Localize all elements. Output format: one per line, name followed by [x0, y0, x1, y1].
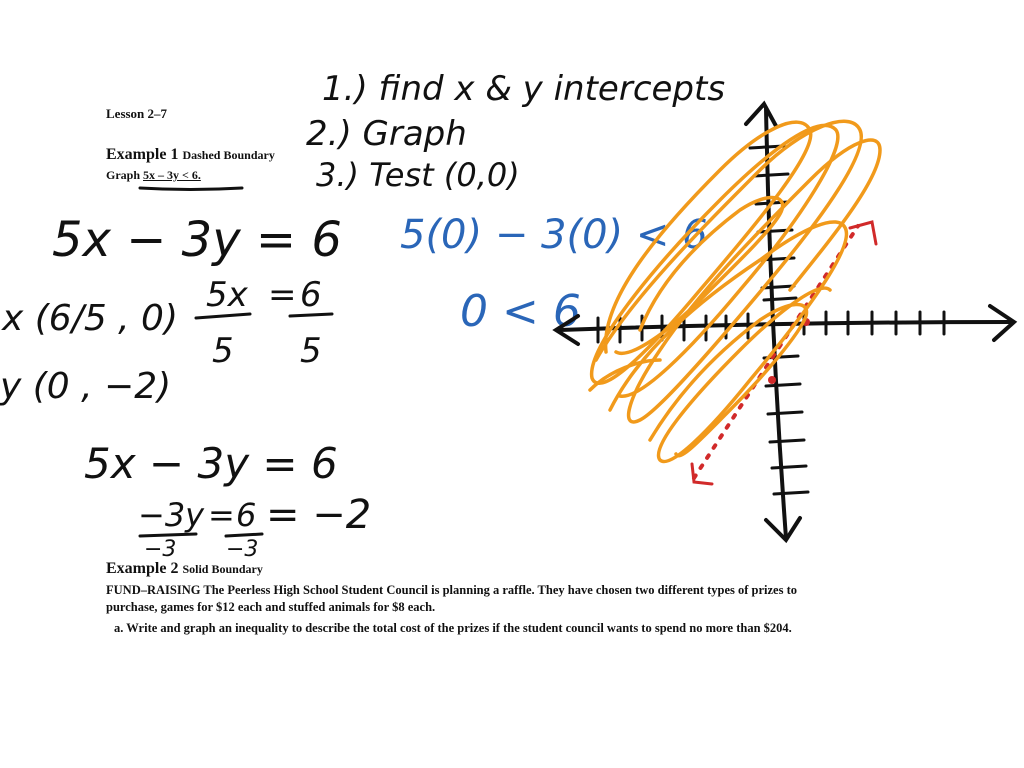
example1-subtitle: Dashed Boundary	[182, 148, 275, 162]
x-solve-equals: =	[268, 275, 297, 315]
example2-problem-text: FUND–RAISING The Peerless High School Student Council is planning a raffle. They have chosen two different types of prizes to purchase, games for $12 each and stuffed animals for $8 each.	[106, 583, 797, 614]
step-1: 1.) find x & y intercepts	[322, 69, 726, 109]
y-solve-rhs-top: 6	[236, 496, 257, 534]
example1-title: Example 1	[106, 146, 179, 163]
x-solve-lhs-bottom: 5	[212, 331, 234, 371]
y-axis-up-arrow	[746, 104, 776, 126]
equation-again: 5x − 3y = 6	[84, 439, 338, 488]
task-underline	[140, 188, 242, 190]
y-intercept-point	[768, 376, 776, 384]
test-substitution: 5(0) − 3(0) < 6	[400, 212, 708, 258]
x-solve-rhs-bottom: 5	[300, 331, 322, 371]
example2-title: Example 2	[106, 560, 179, 577]
coordinate-axes	[556, 104, 1014, 540]
y-solve-result: = −2	[266, 492, 372, 538]
y-solve-fraction-bars	[140, 534, 262, 536]
step-3: 3.) Test (0,0)	[316, 156, 520, 194]
test-result: 0 < 6	[460, 286, 581, 337]
x-intercept: x (6/5 , 0)	[2, 298, 179, 339]
example2-part-a: a. Write and graph an inequality to describe the total cost of the prizes if the student council wants to spend no more than $204.	[114, 621, 792, 635]
example1-task-prefix: Graph	[106, 168, 141, 182]
x-solve-lhs-top: 5x	[206, 275, 248, 315]
y-solve-rhs-bottom: −3	[226, 537, 259, 562]
example2-subtitle: Solid Boundary	[182, 562, 263, 576]
x-solve-rhs-top: 6	[300, 275, 322, 315]
y-solve-equals: =	[208, 496, 235, 534]
y-solve-lhs-bottom: −3	[144, 537, 177, 562]
y-solve-lhs-top: −3y	[138, 496, 205, 534]
boundary-equation: 5x − 3y = 6	[52, 212, 342, 268]
step-2: 2.) Graph	[306, 114, 467, 154]
example1-task-expression: 5x – 3y < 6.	[143, 168, 201, 182]
shaded-region-scribble	[590, 121, 880, 461]
lesson-label: Lesson 2–7	[106, 106, 168, 121]
y-intercept: y (0 , −2)	[0, 366, 172, 407]
